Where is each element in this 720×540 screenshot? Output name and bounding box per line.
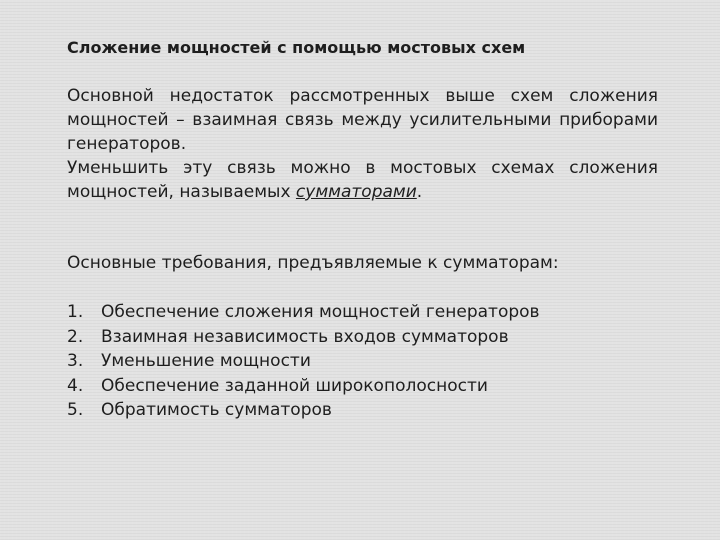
paragraph-text-before: Уменьшить эту связь можно в мостовых схемах сложения мощностей, называемых	[67, 158, 658, 202]
list-item-text: Взаимная независимость входов сумматоров	[101, 326, 509, 347]
list-item-number: 4.	[67, 375, 84, 396]
list-item-text: Обеспечение заданной широкополосности	[101, 375, 488, 396]
list-item-text: Обратимость сумматоров	[101, 400, 332, 420]
list-item	[67, 325, 540, 350]
list-item-number: 1.	[67, 302, 84, 322]
list-item-text: Обеспечение сложения мощностей генераторов	[101, 302, 540, 322]
list-item-number: 2.	[67, 326, 84, 347]
requirements-list	[67, 300, 540, 423]
term-summators: сумматорами	[295, 182, 417, 202]
slide-title: Сложение мощностей с помощью мостовых схем	[67, 38, 526, 57]
list-item-number: 3.	[67, 351, 84, 371]
paragraph-text-after: .	[416, 182, 423, 202]
paragraph-drawback: Основной недостаток рассмотренных выше схем сложения мощностей – взаимная связь между усилительными приборами генераторов.	[67, 86, 658, 154]
list-item	[67, 300, 540, 325]
list-item-number: 5.	[67, 400, 84, 420]
list-item	[67, 349, 540, 374]
requirements-heading: Основные требования, предъявляемые к сумматорам:	[67, 253, 559, 273]
list-item	[67, 398, 540, 423]
paragraph-bridge-schemes	[67, 156, 658, 204]
list-item	[67, 374, 540, 399]
list-item-text: Уменьшение мощности	[101, 351, 311, 371]
